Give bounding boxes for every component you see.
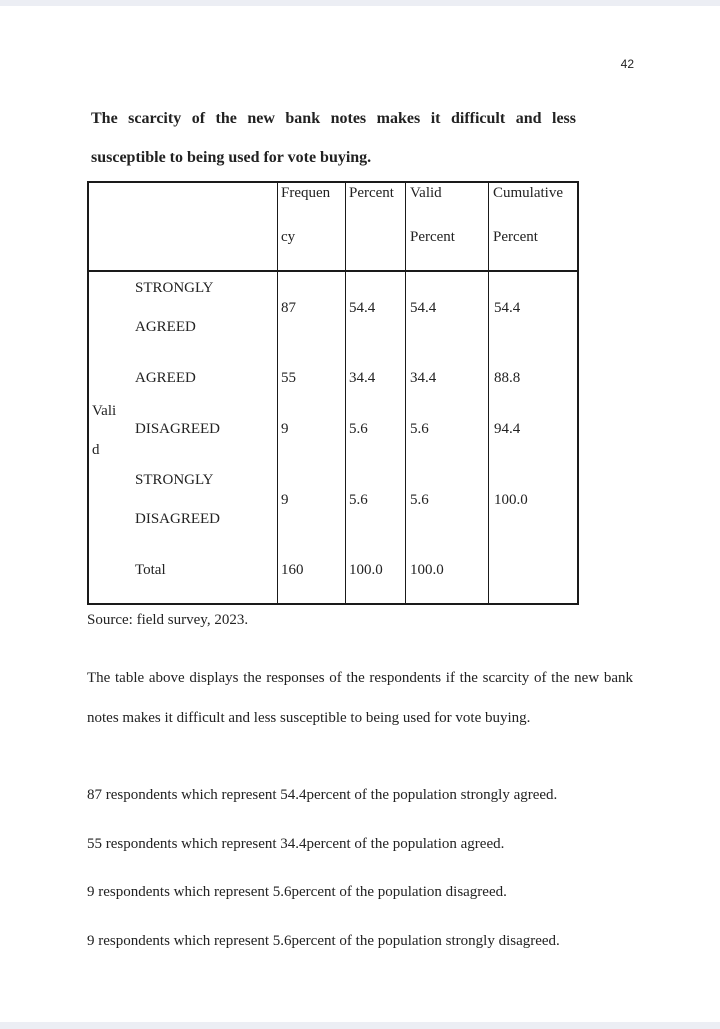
section-heading <box>91 99 576 177</box>
group-label-line-1: Vali <box>92 403 117 419</box>
frequency-cell: 9 <box>281 492 289 508</box>
heading-line-1: The scarcity of the new bank notes makes it difficult and less <box>91 110 576 127</box>
table-border-bottom <box>87 603 579 605</box>
header-valid-line-1: Valid <box>410 185 442 201</box>
percent-cell: 5.6 <box>349 421 368 437</box>
valid-percent-cell: 5.6 <box>410 421 429 437</box>
row-label: AGREED <box>135 370 196 386</box>
table-border-right <box>577 181 579 605</box>
percent-cell: 34.4 <box>349 370 376 386</box>
col-separator-cumulative <box>488 181 489 605</box>
row-label-line-2: AGREED <box>135 319 196 335</box>
header-cumulative-line-2: Percent <box>493 229 538 245</box>
summary-sentence: 87 respondents which represent 54.4percent of the population strongly agreed. <box>87 787 558 803</box>
heading-line-2: susceptible to being used for vote buying. <box>91 149 372 166</box>
row-label-line-2: DISAGREED <box>135 511 220 527</box>
row-label-line-1: STRONGLY <box>135 472 214 488</box>
group-label-line-2: d <box>92 442 100 458</box>
percent-cell: 100.0 <box>349 562 383 578</box>
cumulative-percent-cell: 54.4 <box>494 300 521 316</box>
table-header-separator <box>87 270 579 272</box>
table-border-top <box>87 181 579 183</box>
row-label: DISAGREED <box>135 421 220 437</box>
table-source: Source: field survey, 2023. <box>87 612 249 628</box>
header-percent: Percent <box>349 185 394 201</box>
percent-cell: 54.4 <box>349 300 376 316</box>
col-separator-valid <box>405 181 406 605</box>
header-frequency-line-2: cy <box>281 229 296 245</box>
percent-cell: 5.6 <box>349 492 368 508</box>
cumulative-percent-cell: 88.8 <box>494 370 521 386</box>
row-label-line-1: STRONGLY <box>135 280 214 296</box>
valid-percent-cell: 54.4 <box>410 300 437 316</box>
frequency-cell: 87 <box>281 300 296 316</box>
header-cumulative-line-1: Cumulative <box>493 185 563 201</box>
header-valid-line-2: Percent <box>410 229 455 245</box>
summary-sentence: 9 respondents which represent 5.6percent of the population strongly disagreed. <box>87 933 560 949</box>
col-separator-frequency <box>277 181 278 605</box>
col-separator-percent <box>345 181 346 605</box>
frequency-cell: 160 <box>281 562 304 578</box>
frequency-cell: 55 <box>281 370 296 386</box>
summary-sentence: 9 respondents which represent 5.6percent of the population disagreed. <box>87 884 507 900</box>
valid-percent-cell: 34.4 <box>410 370 437 386</box>
header-frequency-line-1: Frequen <box>281 185 331 201</box>
intro-paragraph: The table above displays the responses of the respondents if the scarcity of the new bank notes makes it difficult and less susceptible to being used for vote buying. <box>87 670 633 726</box>
summary-sentence: 55 respondents which represent 34.4percent of the population agreed. <box>87 836 505 852</box>
table-border-left <box>87 181 89 605</box>
row-label-total: Total <box>135 562 166 578</box>
valid-percent-cell: 100.0 <box>410 562 444 578</box>
page-number: 42 <box>620 57 634 71</box>
cumulative-percent-cell: 94.4 <box>494 421 521 437</box>
frequency-cell: 9 <box>281 421 289 437</box>
document-page <box>0 6 720 1022</box>
cumulative-percent-cell: 100.0 <box>494 492 528 508</box>
valid-percent-cell: 5.6 <box>410 492 429 508</box>
